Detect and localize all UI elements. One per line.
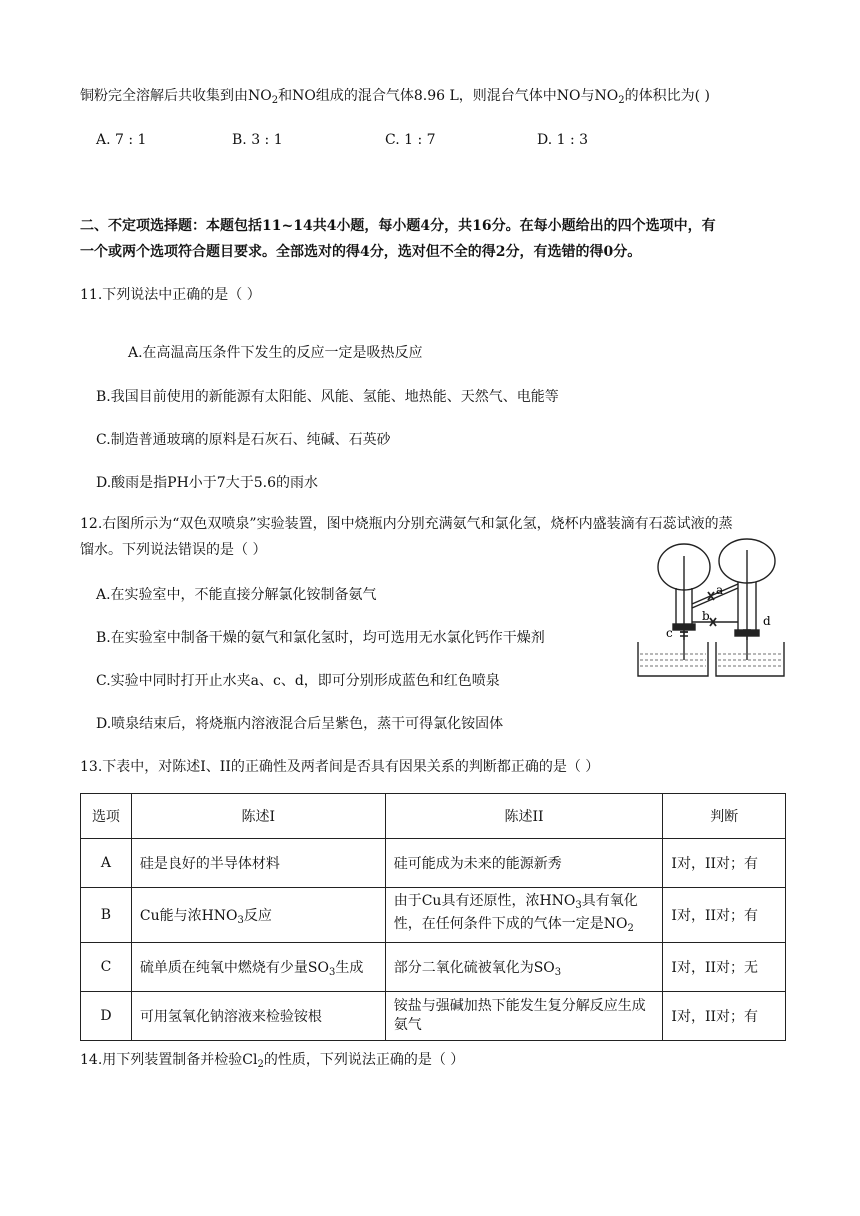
q13-table — [80, 793, 786, 1041]
row-b-statement-1: Cu能与浓$HNO_3$反应 — [131, 888, 385, 943]
q10-option-b: B. 3 : 1 — [232, 132, 283, 148]
q11-option-c: C.制造普通玻璃的原料是石灰石、纯碱、石英砂 — [96, 432, 391, 448]
left-beaker — [638, 642, 708, 676]
q12-option-d: D.喷泉结束后，将烧瓶内溶液混合后呈紫色，蒸干可得氯化铵固体 — [96, 716, 504, 732]
right-beaker — [716, 642, 784, 676]
q12-option-c: C.实验中同时打开止水夹a、c、d，即可分别形成蓝色和红色喷泉 — [96, 673, 500, 689]
q11-option-a: A.在高温高压条件下发生的反应一定是吸热反应 — [128, 345, 423, 361]
row-d-statement-2: 铵盐与强碱加热下能发生复分解反应生成氨气 — [385, 992, 663, 1041]
label-a: a — [716, 583, 724, 597]
section-2-heading-line1: 二、不定项选择题：本题包括11~14共4小题，每小题4分，共16分。在每小题给出的四个选项中，有 — [80, 218, 716, 234]
table-row — [81, 839, 786, 888]
row-a-option: A — [81, 839, 132, 888]
table-row — [81, 943, 786, 992]
q10-option-c: C. 1 : 7 — [385, 132, 436, 148]
label-b: b — [702, 609, 710, 623]
row-d-option: D — [81, 992, 132, 1041]
table-row — [81, 992, 786, 1041]
header-option: 选项 — [81, 794, 132, 839]
header-statement-1: 陈述I — [131, 794, 385, 839]
row-c-judgement: I对，II对；无 — [663, 943, 786, 992]
row-d-statement-1: 可用氢氧化钠溶液来检验铵根 — [131, 992, 385, 1041]
row-a-statement-2: 硅可能成为未来的能源新秀 — [385, 839, 663, 888]
q14-stem: 14.用下列装置制备并检验$Cl_2$的性质，下列说法正确的是（ ） — [80, 1052, 465, 1070]
q12-option-b: B.在实验室中制备干燥的氨气和氯化氢时，均可选用无水氯化钙作干燥剂 — [96, 630, 545, 646]
q12-stem-line2: 馏水。下列说法错误的是（ ） — [80, 542, 267, 558]
row-d-judgement: I对，II对；有 — [663, 992, 786, 1041]
label-c: c — [666, 626, 673, 640]
row-b-option: B — [81, 888, 132, 943]
q12-stem-line1: 12.右图所示为“双色双喷泉”实验装置，图中烧瓶内分别充满氨气和氯化氢，烧杯内盛装滴有石蕊试液的蒸 — [80, 516, 733, 532]
label-d: d — [763, 614, 771, 628]
row-b-statement-2: 由于Cu具有还原性，浓$HNO_3$具有氧化性，在任何条件下成的气体一定是$NO_2$ — [385, 888, 663, 943]
q12-option-a: A.在实验室中，不能直接分解氯化铵制备氨气 — [96, 587, 377, 603]
question-10-stem-end: 铜粉完全溶解后共收集到由$NO_2$和NO组成的混合气体8.96 L，则混台气体中NO与$NO_2$的体积比为( ) — [80, 88, 710, 106]
row-c-statement-2: 部分二氧化硫被氧化为$SO_3$ — [385, 943, 663, 992]
q11-option-d: D.酸雨是指PH小于7大于5.6的雨水 — [96, 475, 318, 491]
row-a-judgement: I对，II对；有 — [663, 839, 786, 888]
row-c-statement-1: 硫单质在纯氧中燃烧有少量$SO_3$生成 — [131, 943, 385, 992]
q13-stem: 13.下表中，对陈述I、II的正确性及两者间是否具有因果关系的判断都正确的是（ ） — [80, 759, 600, 775]
header-statement-2: 陈述II — [385, 794, 663, 839]
row-a-statement-1: 硅是良好的半导体材料 — [131, 839, 385, 888]
q11-stem: 11.下列说法中正确的是（ ） — [80, 287, 261, 303]
row-c-option: C — [81, 943, 132, 992]
q10-option-a: A. 7 : 1 — [96, 132, 147, 148]
row-b-judgement: I对，II对；有 — [663, 888, 786, 943]
table-row — [81, 888, 786, 943]
q10-option-d: D. 1 : 3 — [537, 132, 589, 148]
header-judgement: 判断 — [663, 794, 786, 839]
double-fountain-apparatus-figure — [632, 536, 787, 680]
table-header-row — [81, 794, 786, 839]
section-2-heading-line2: 一个或两个选项符合题目要求。全部选对的得4分，选对但不全的得2分，有选错的得0分。 — [80, 244, 642, 260]
q11-option-b: B.我国目前使用的新能源有太阳能、风能、氢能、地热能、天然气、电能等 — [96, 389, 559, 405]
